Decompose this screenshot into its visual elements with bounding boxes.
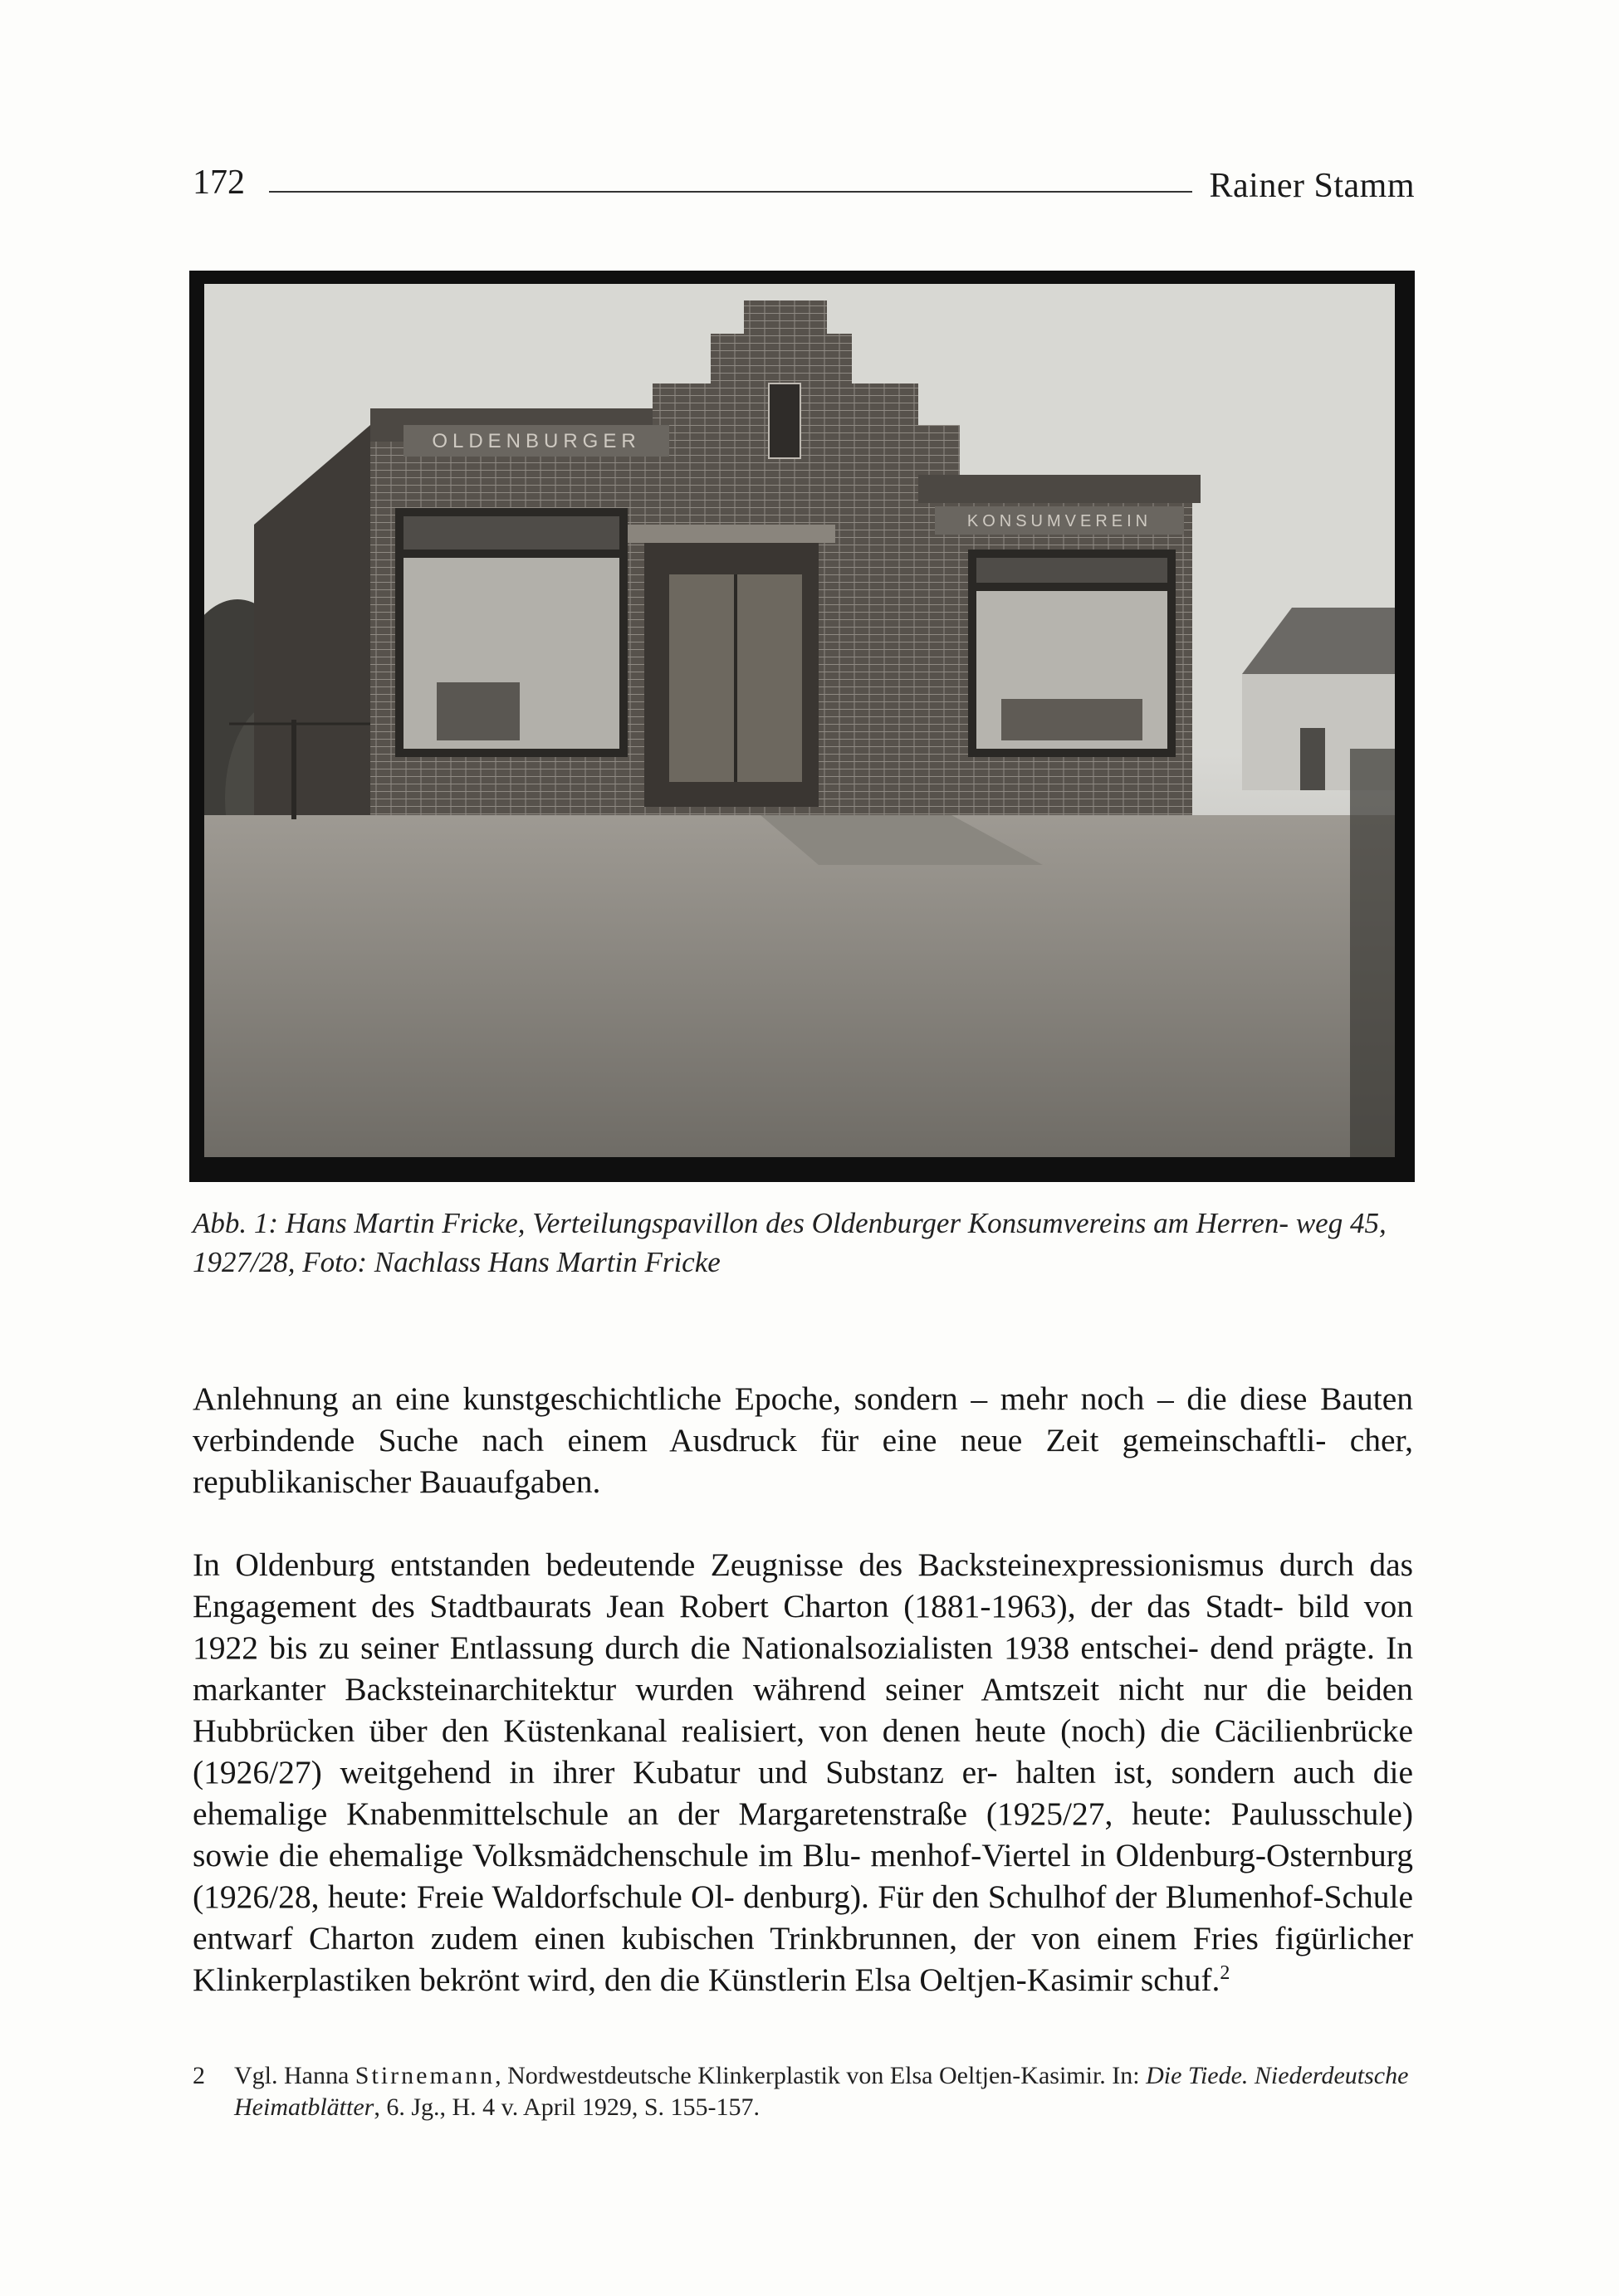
footnote-title: , Nordwestdeutsche Klinkerplastik von Elsa Oeltjen-Kasimir. In: xyxy=(495,2062,1147,2089)
header-rule xyxy=(269,191,1192,193)
footnote-text xyxy=(234,2060,1413,2123)
footnote-number: 2 xyxy=(193,2062,205,2089)
footnote-author: Stirnemann xyxy=(355,2062,496,2089)
figure-photo xyxy=(189,271,1415,1182)
body-paragraph-1: Anlehnung an eine kunstgeschichtliche Epoche, sondern – mehr noch – die diese Bauten verbindende Suche nach einem Ausdruck für eine neue Zeit gemeinschaftli- cher, republikanischer Bauaufgaben. xyxy=(193,1380,1413,1500)
page-number: 172 xyxy=(193,164,245,202)
footnote-reference[interactable]: 2 xyxy=(1220,1961,1230,1984)
footnote-journal: Die Tiede. Niederdeutsche Heimatblätter xyxy=(234,2062,1409,2121)
body-paragraph-2-text: In Oldenburg entstanden bedeutende Zeugnisse des Backsteinexpressionismus durch das Engagement des Stadtbaurats Jean Robert Charton (1881-1963), der das Stadt- bild von 1922 bis zu seiner Entlassung durch die Nationalsozialisten 1938 entschei- dend prägte. In markanter Backsteinarchitektur wurden während seiner Amtszeit nicht nur die beiden Hubbrücken über den Küstenkanal realisiert, von denen heute (noch) die Cäcilienbrücke (1926/27) weitgehend in ihrer Kubatur und Substanz er- halten ist, sondern auch die ehemalige Knabenmittelschule an der Margaretenstraße (1925/27, heute: Paulusschule) sowie die ehemalige Volksmädchenschule im Blu- menhof-Viertel in Oldenburg-Osternburg (1926/28, heute: Freie Waldorfschule Ol- denburg). Für den Schulhof der Blumenhof-Schule entwarf Charton zudem einen kubischen Trinkbrunnen, der von einem Fries figürlicher Klinkerplastiken bekrönt wird, den die Künstlerin Elsa Oeltjen-Kasimir schuf. xyxy=(193,1546,1413,1998)
running-header xyxy=(193,156,1415,214)
footnote-prefix: Vgl. Hanna xyxy=(234,2062,355,2089)
running-head-author: Rainer Stamm xyxy=(1209,167,1415,205)
body-paragraph-2 xyxy=(193,1544,1413,2000)
footnote-suffix: , 6. Jg., H. 4 v. April 1929, S. 155-157. xyxy=(374,2093,761,2121)
figure-caption: Abb. 1: Hans Martin Fricke, Verteilungspavillon des Oldenburger Konsumvereins am Herren- weg 45, 1927/28, Foto: Nachlass Hans Martin Fricke xyxy=(193,1207,1387,1278)
photo-image xyxy=(204,284,1395,1157)
facade-sign-left: OLDENBURGER xyxy=(432,430,641,452)
facade-sign-right: KONSUMVEREIN xyxy=(966,512,1152,530)
building-photograph xyxy=(204,284,1395,1157)
